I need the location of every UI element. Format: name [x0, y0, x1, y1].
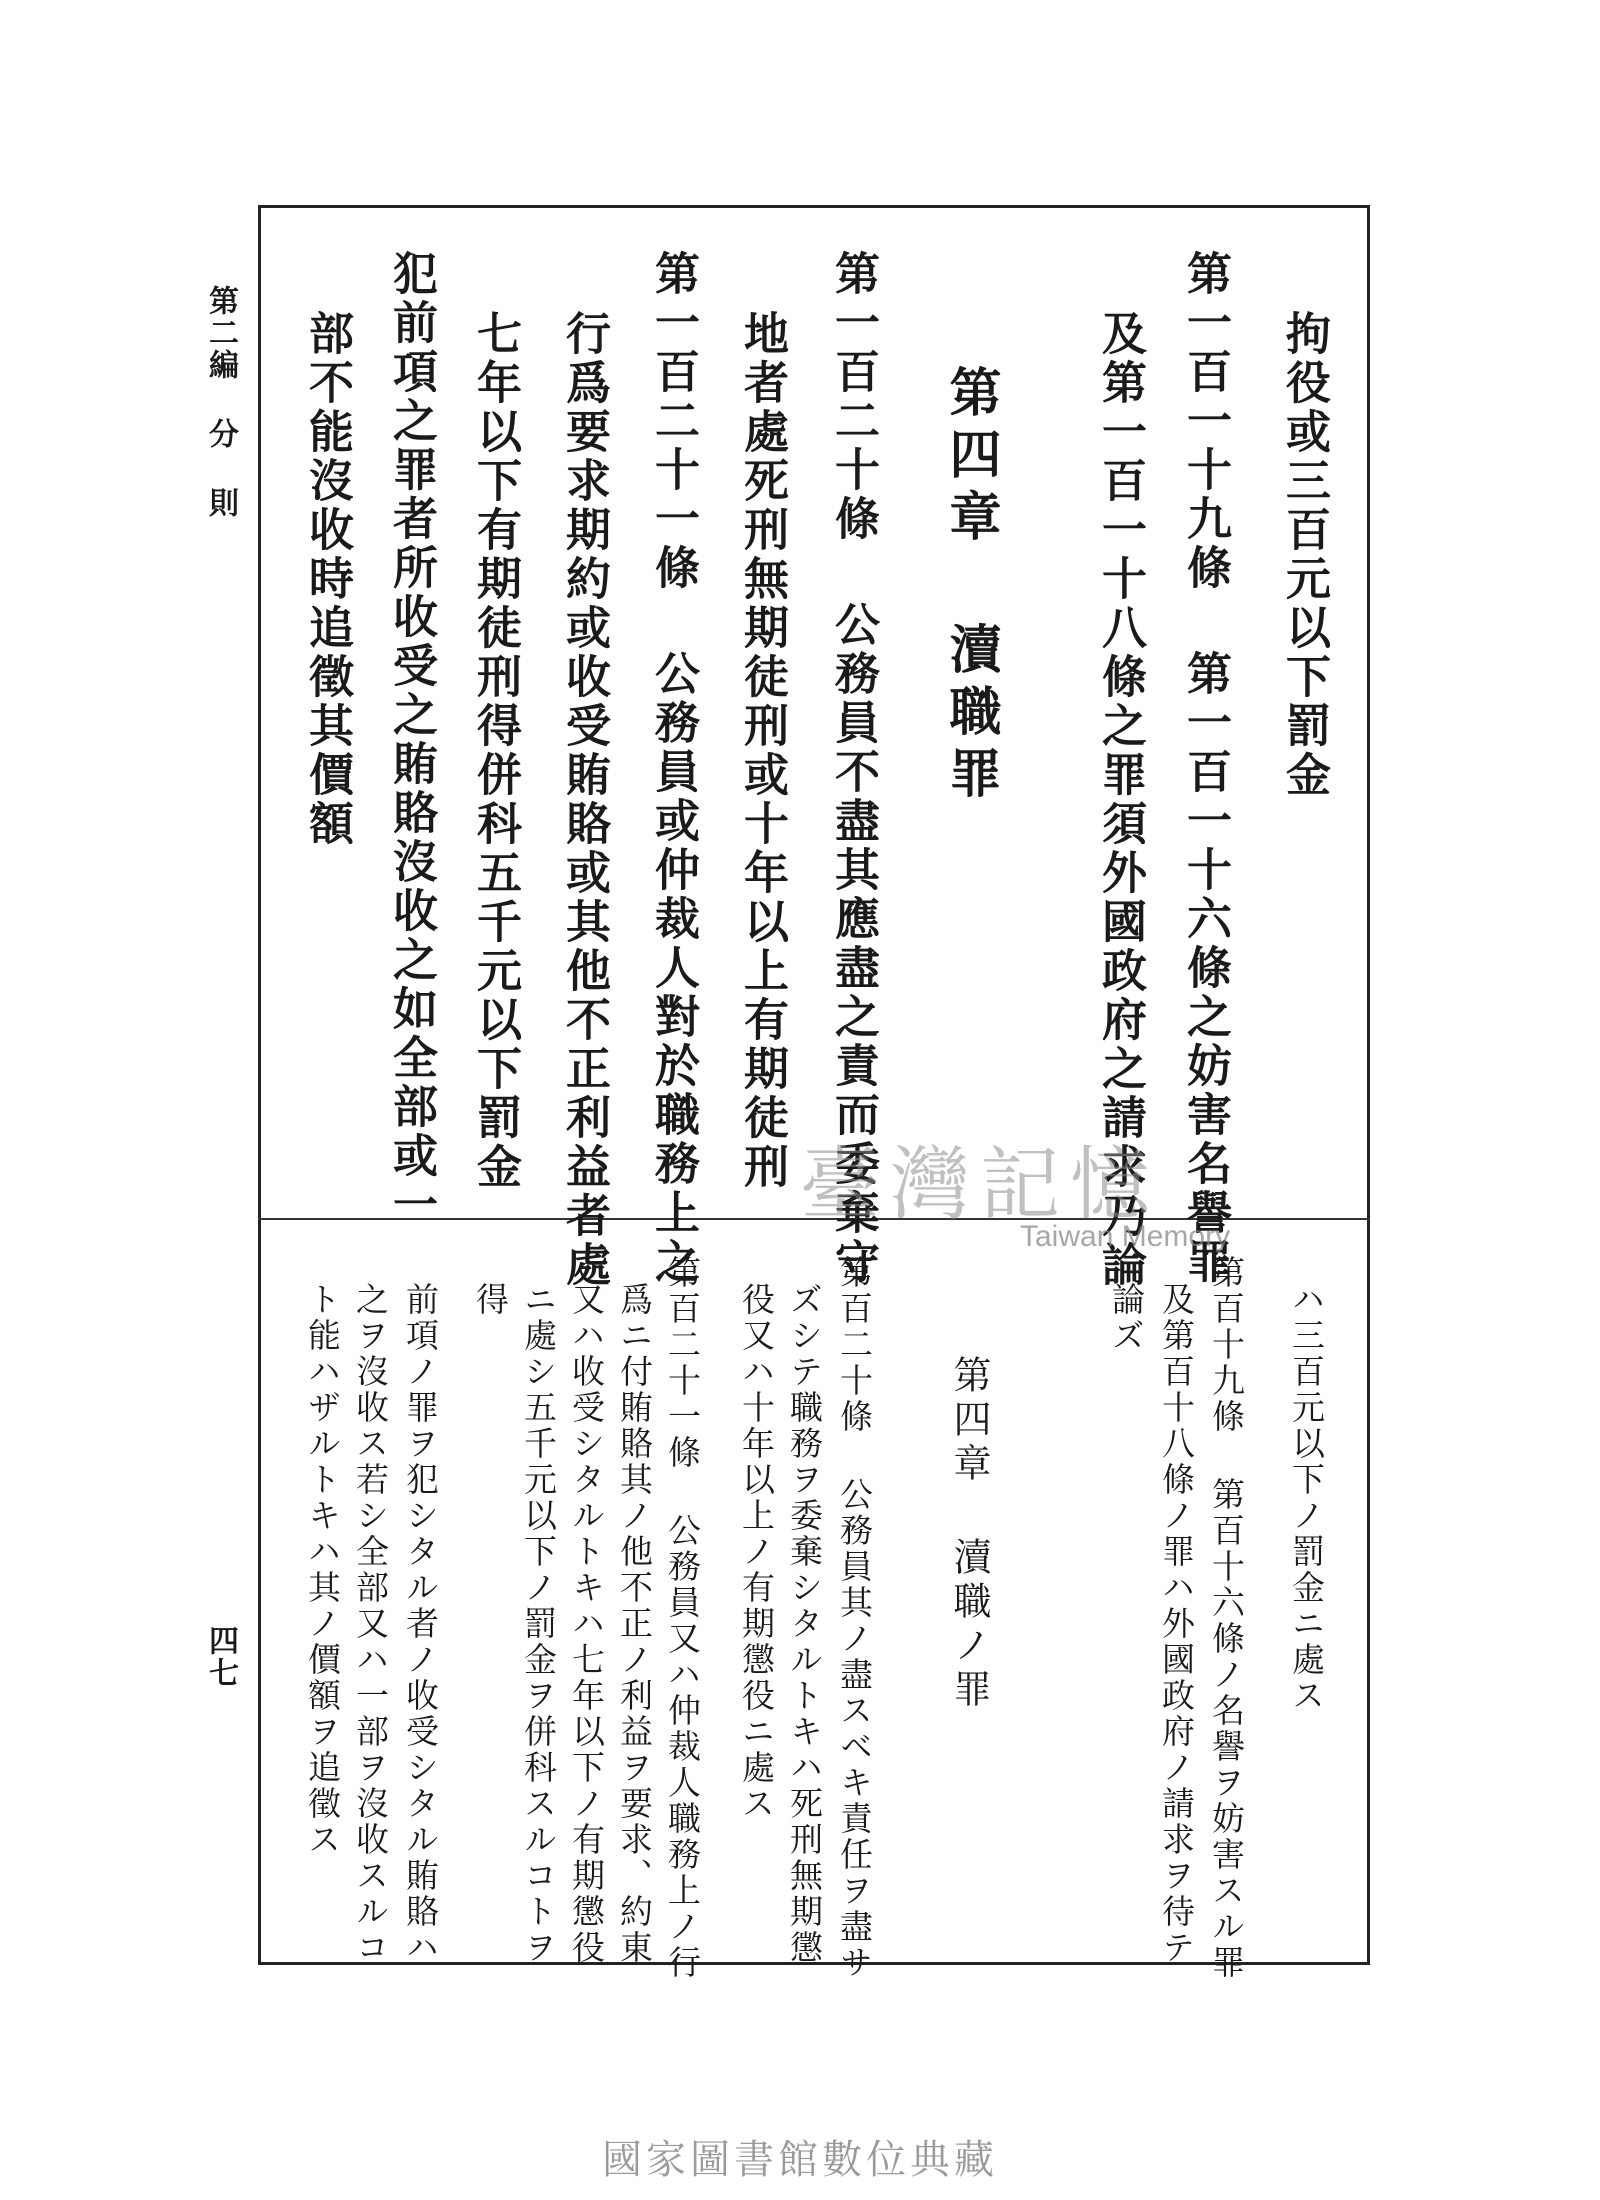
- jp-line-5: 第百二十條 公務員其ノ盡スベキ責任ヲ盡サ: [835, 1255, 874, 1981]
- jp-line-13: 前項ノ罪ヲ犯シタル者ノ收受シタル賄賂ハ: [401, 1282, 440, 1966]
- jp-line-3: 及第百十八條ノ罪ハ外國政府ノ請求ヲ待テ: [1157, 1282, 1196, 1966]
- jp-line-10: 又ハ收受シタルトキハ七年以下ノ有期懲役: [567, 1282, 606, 1966]
- jp-line-15: ト能ハザルトキハ其ノ價額ヲ追徵ス: [303, 1282, 342, 1858]
- jp-line-12: 得: [471, 1282, 510, 1318]
- section-title: 第二編 分 則: [203, 285, 238, 519]
- watermark-logo: [800, 1120, 1260, 1260]
- jp-line-6: ズシテ職務ヲ委棄シタルトキハ死刑無期懲: [785, 1282, 824, 1966]
- jp-line-4: 論ズ: [1107, 1282, 1146, 1354]
- cn-line-8: 七年以下有期徒刑得併科五千元以下罰金: [469, 310, 522, 1192]
- cn-line-9: 犯前項之罪者所收受之賄賂沒收之如全部或一: [385, 250, 438, 1230]
- jp-line-9: 爲ニ付賄賂其ノ他不正ノ利益ヲ要求、約東: [615, 1282, 654, 1966]
- watermark-subtext: Taiwan Memory: [1020, 1220, 1231, 1253]
- cn-line-10: 部不能沒收時追徵其價額: [301, 310, 354, 849]
- jp-chapter-heading: 第四章 瀆職ノ罪: [947, 1355, 991, 1713]
- cn-line-1: 拘役或三百元以下罰金: [1278, 310, 1331, 800]
- cn-chapter-heading: 第四章 瀆職罪: [940, 365, 1001, 808]
- jp-line-11: ニ處シ五千元以下ノ罰金ヲ併科スルコトヲ: [519, 1282, 558, 1966]
- cn-line-4: 第一百二十條 公務員不盡其應盡之責而委棄守: [827, 250, 880, 1287]
- cn-line-5: 地者處死刑無期徒刑或十年以上有期徒刑: [736, 310, 789, 1192]
- cn-line-3: 及第一百一十八條之罪須外國政府之請求乃論: [1094, 310, 1147, 1290]
- footer-credit: 國家圖書館數位典藏: [602, 2137, 998, 2183]
- jp-line-14: 之ヲ沒收ス若シ全部又ハ一部ヲ沒收スルコ: [351, 1282, 390, 1966]
- cn-line-2: 第一百一十九條 第一百一十六條之妨害名譽罪: [1179, 250, 1232, 1287]
- jp-line-2: 第百十九條 第百十六條ノ名譽ヲ妨害スル罪: [1207, 1255, 1246, 1981]
- watermark-text: 臺灣記憶: [800, 1138, 1160, 1231]
- jp-line-1: ハ三百元以下ノ罰金ニ處ス: [1287, 1282, 1326, 1714]
- page-number: 四七: [203, 1625, 238, 1689]
- jp-line-8: 第百二十一條 公務員又ハ仲裁人職務上ノ行: [663, 1255, 702, 1981]
- cn-line-7: 行爲要求期約或收受賄賂或其他不正利益者處: [558, 310, 611, 1290]
- jp-line-7: 役又ハ十年以上ノ有期懲役ニ處ス: [737, 1282, 776, 1822]
- cn-line-6: 第一百二十一條 公務員或仲裁人對於職務上之: [647, 250, 700, 1287]
